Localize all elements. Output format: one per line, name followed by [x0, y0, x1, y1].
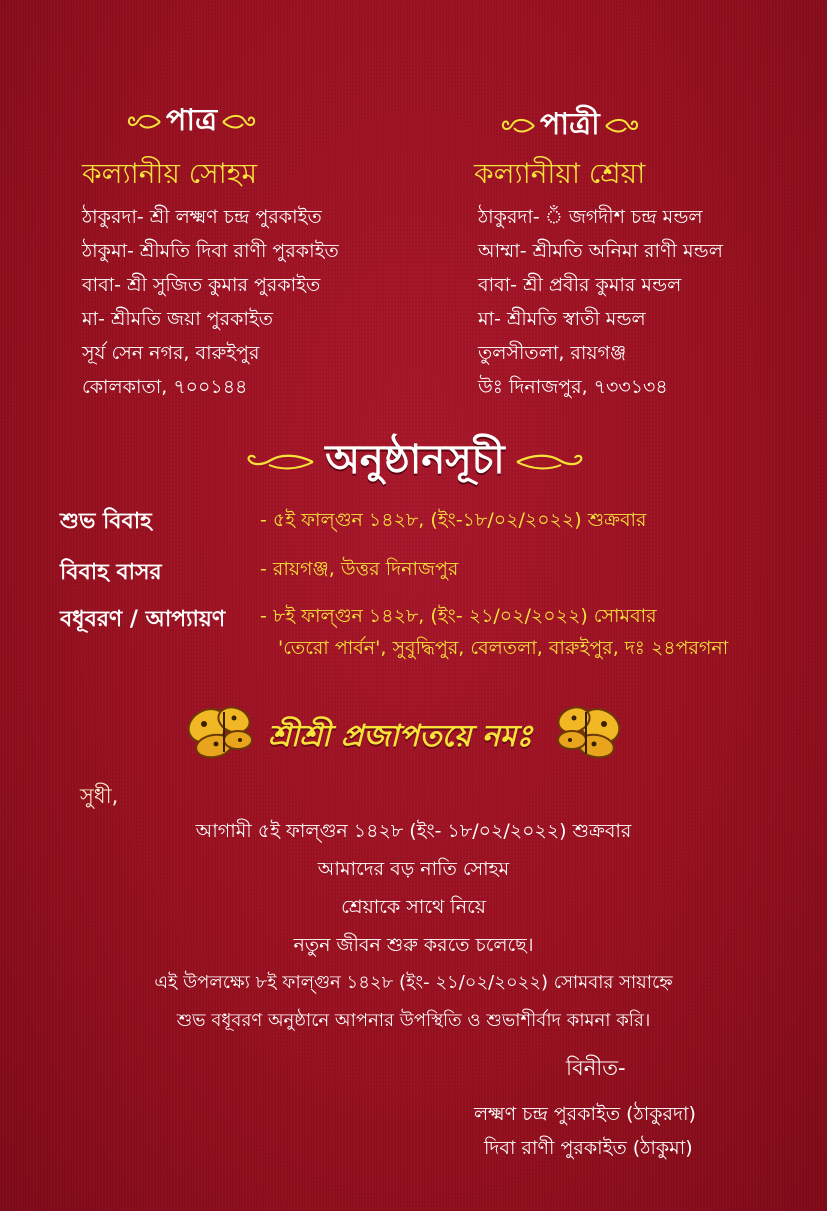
invitation-line: এই উপলক্ষ্যে ৮ই ফাল্গুন ১৪২৮ (ইং- ২১/০২/২০২২) সোমবার সায়াহ্নে — [154, 972, 673, 993]
schedule-title-text: অনুষ্ঠানসূচী — [325, 437, 505, 483]
event-value-reception: - ৮ই ফাল্গুন ১৪২৮, (ইং- ২১/০২/২০২২) সোমবার — [260, 605, 657, 627]
invitation-body — [0, 812, 827, 1040]
salutation: সুধী, — [80, 784, 119, 808]
groom-detail-line: বাবা- শ্রী সুজিত কুমার পুরকাইত — [82, 274, 321, 296]
invitation-line: শ্রেয়াকে সাথে নিয়ে — [341, 896, 486, 918]
bride-name: কল্যানীয়া শ্রেয়া — [474, 157, 646, 190]
groom-detail-line: ঠাকুরদা- শ্রী লক্ষ্মণ চন্দ্র পুরকাইত — [82, 206, 322, 228]
invitation-line: শুভ বধূবরণ অনুষ্ঠানে আপনার উপস্থিতি ও শুভাশীর্বাদ কামনা করি। — [176, 1010, 651, 1031]
bride-details — [478, 200, 723, 404]
groom-detail-line: সূর্য সেন নগর, বারুইপুর — [82, 342, 260, 364]
bride-detail-line: বাবা- শ্রী প্রবীর কুমার মন্ডল — [478, 274, 682, 296]
bride-detail-line: মা- শ্রীমতি স্বাতী মন্ডল — [478, 308, 646, 330]
invitation-line: আগামী ৫ই ফাল্গুন ১৪২৮ (ইং- ১৮/০২/২০২২) শুক্রবার — [195, 820, 632, 842]
invitation-line: আমাদের বড় নাতি সোহম — [317, 858, 510, 880]
groom-heading — [126, 96, 257, 147]
left-scroll-ornament-icon — [500, 116, 536, 136]
groom-details — [82, 200, 339, 404]
bride-detail-line: আম্মা- শ্রীমতি অনিমা রাণী মন্ডল — [478, 240, 723, 262]
bride-detail-line: উঃ দিনাজপুর, ৭৩৩১৩৪ — [478, 376, 668, 398]
butterfly-icon — [550, 700, 624, 764]
schedule-title — [210, 428, 620, 495]
event-label-venue: বিবাহ বাসর — [60, 560, 162, 585]
groom-detail-line: মা- শ্রীমতি জয়া পুরকাইত — [82, 308, 274, 330]
bride-detail-line: ঠাকুরদা- ঁ জগদীশ চন্দ্র মন্ডল — [478, 206, 703, 228]
closing: বিনীত- — [566, 1056, 626, 1080]
event-value-wedding: - ৫ই ফাল্গুন ১৪২৮, (ইং-১৮/০২/২০২২) শুক্রবার — [260, 509, 647, 531]
bride-detail-line: তুলসীতলা, রায়গঞ্জ — [478, 342, 627, 364]
blessing-text: শ্রীশ্রী প্রজাপতয়ে নমঃ — [268, 719, 533, 754]
event-label-reception: বধূবরণ / আপ্যায়ণ — [60, 607, 226, 632]
invitation-line: নতুন জীবন শুরু করতে চলেছে। — [293, 934, 534, 956]
right-scroll-ornament-icon — [221, 112, 257, 132]
event-label-wedding: শুভ বিবাহ — [60, 509, 152, 534]
groom-name: কল্যানীয় সোহম — [82, 157, 258, 190]
groom-heading-text: পাত্র — [166, 103, 218, 138]
signature-line: দিবা রাণী পুরকাইত (ঠাকুমা) — [484, 1137, 693, 1159]
right-scroll-ornament-icon — [604, 116, 640, 136]
event-value-reception-address: 'তেরো পার্বন', সুবুদ্ধিপুর, বেলতলা, বারুইপুর, দঃ ২৪পরগনা — [278, 637, 729, 659]
right-flourish-icon — [515, 450, 585, 474]
butterfly-icon — [186, 700, 258, 762]
left-flourish-icon — [245, 450, 315, 474]
signature-line: লক্ষ্মণ চন্দ্র পুরকাইত (ঠাকুরদা) — [474, 1103, 696, 1125]
bride-heading — [500, 100, 640, 151]
left-scroll-ornament-icon — [126, 112, 162, 132]
groom-detail-line: কোলকাতা, ৭০০১৪৪ — [82, 376, 248, 398]
bride-heading-text: পাত্রী — [540, 107, 600, 142]
groom-detail-line: ঠাকুমা- শ্রীমতি দিবা রাণী পুরকাইত — [82, 240, 339, 262]
event-value-venue: - রায়গঞ্জ, উত্তর দিনাজপুর — [260, 558, 459, 580]
